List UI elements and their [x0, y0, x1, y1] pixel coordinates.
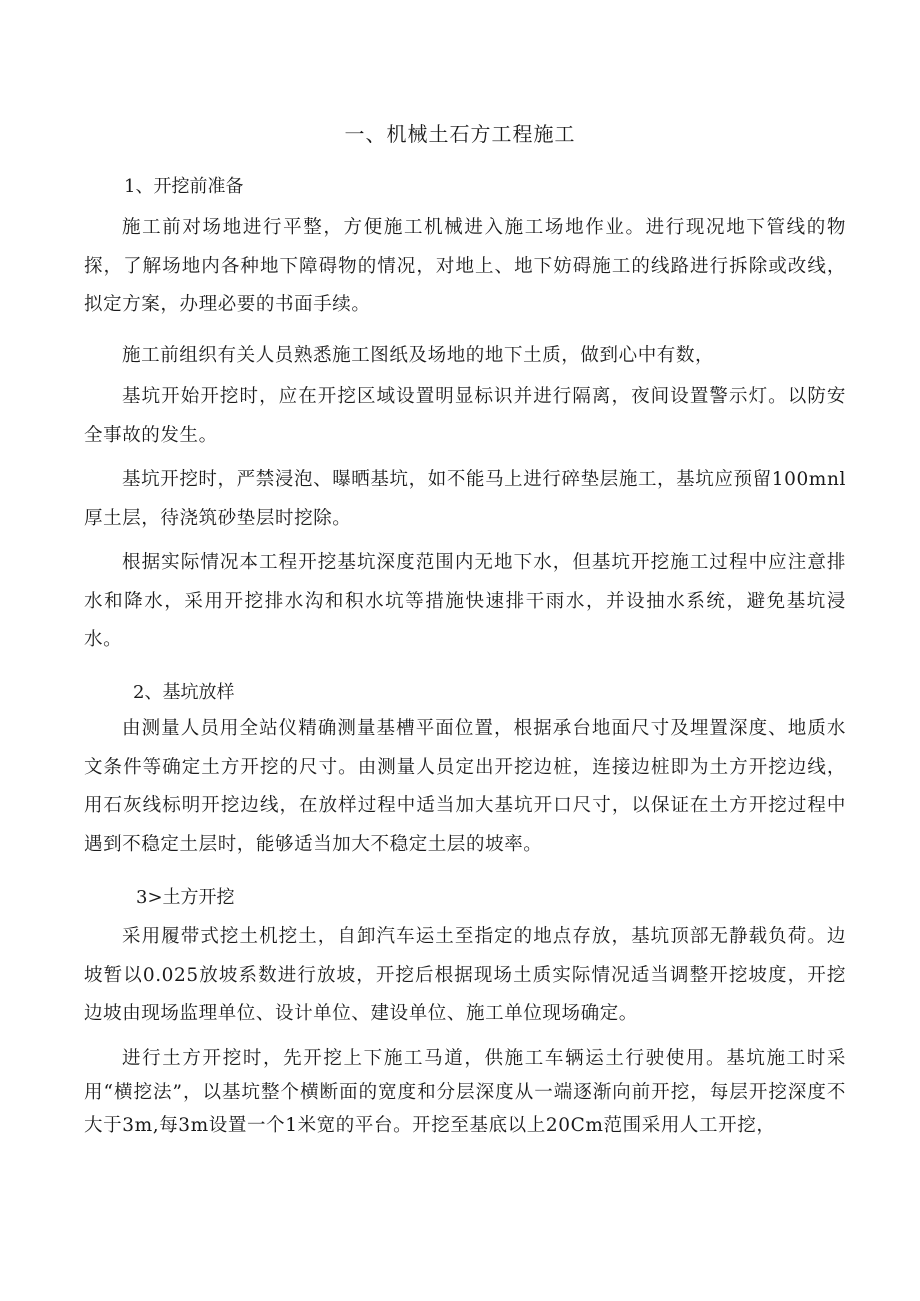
- document-title: 一、机械土石方工程施工: [344, 122, 576, 146]
- paragraph: 进行土方开挖时，先开挖上下施工马道，供施工车辆运土行驶使用。基坑施工时采用“横挖法”，以基坑整个横断面的宽度和分层深度从一端逐渐向前开挖，每层开挖深度不大于3m,每3m设置一个1米宽的平台。开挖至基底以上20Cm范围采用人工开挖，: [84, 1048, 846, 1136]
- paragraph: 采用履带式挖土机挖土，自卸汽车运土至指定的地点存放，基坑顶部无静载负荷。边坡暂以0.025放坡系数进行放坡，开挖后根据现场土质实际情况适当调整开挖坡度，开挖边坡由现场监理单位、设计单位、建设单位、施工单位现场确定。: [84, 926, 846, 1024]
- section-heading: 3>土方开挖: [136, 887, 235, 908]
- paragraph: 施工前组织有关人员熟悉施工图纸及场地的地下土质，做到心中有数，: [122, 345, 715, 366]
- section-heading: 2、基坑放样: [133, 682, 235, 703]
- paragraph: 基坑开始开挖时，应在开挖区域设置明显标识并进行隔离，夜间设置警示灯。以防安全事故的发生。: [84, 386, 846, 446]
- paragraph: 基坑开挖时，严禁浸泡、曝晒基坑，如不能马上进行碎垫层施工，基坑应预留100mnl厚土层，待浇筑砂垫层时挖除。: [84, 469, 846, 529]
- paragraph: 由测量人员用全站仪精确测量基槽平面位置，根据承台地面尺寸及埋置深度、地质水文条件等确定土方开挖的尺寸。由测量人员定出开挖边桩，连接边桩即为土方开挖边线，用石灰线标明开挖边线，在放样过程中适当加大基坑开口尺寸，以保证在土方开挖过程中遇到不稳定土层时，能够适当加大不稳定土层的坡率。: [84, 718, 846, 855]
- paragraph: 施工前对场地进行平整，方便施工机械进入施工场地作业。进行现况地下管线的物探，了解场地内各种地下障碍物的情况，对地上、地下妨碍施工的线路进行拆除或改线，拟定方案，办理必要的书面手续。: [84, 217, 846, 315]
- paragraph: 根据实际情况本工程开挖基坑深度范围内无地下水，但基坑开挖施工过程中应注意排水和降水，采用开挖排水沟和积水坑等措施快速排干雨水，并设抽水系统，避免基坑浸水。: [84, 552, 846, 650]
- section-heading: 1、开挖前准备: [124, 176, 244, 197]
